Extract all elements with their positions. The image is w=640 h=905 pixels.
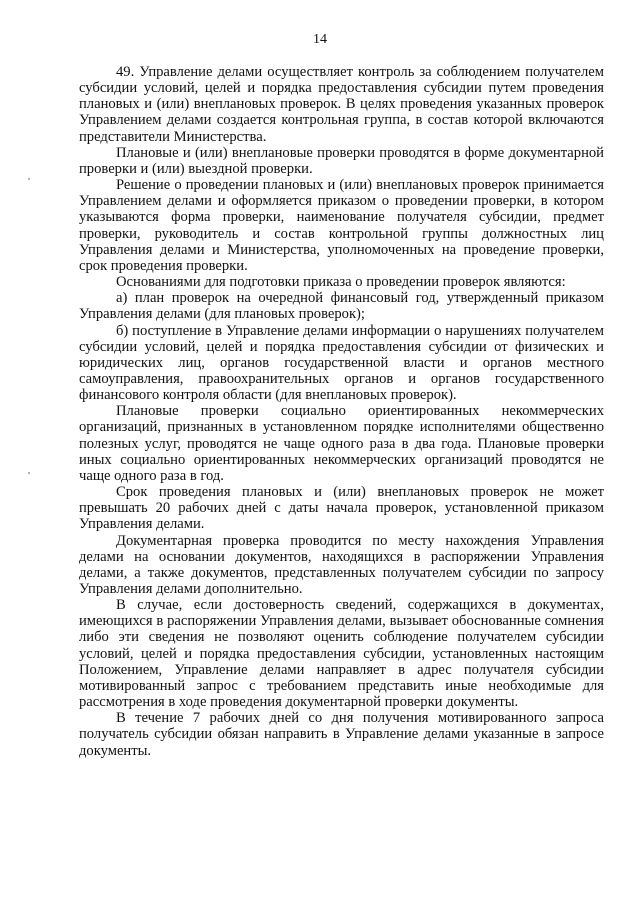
- page-number: 14: [313, 32, 327, 47]
- paragraph-inspection-decision: Решение о проведении плановых и (или) внеплановых проверок принимается Управлением делами и оформляется приказом о проведении проверки, в котором указываются форма проверки, наименование получателя субсидии, предмет проверки, руководитель и состав контрольной группы должностных лиц Управления делами и Министерства, уполномоченных на проведение проверки, срок проведения проверки.: [79, 177, 604, 274]
- paragraph-document-deadline: В течение 7 рабочих дней со дня получения мотивированного запроса получатель субсидии обязан направить в Управление делами указанные в запросе документы.: [79, 710, 604, 759]
- paragraph-reasoned-request: В случае, если достоверность сведений, содержащихся в документах, имеющихся в распоряжении Управления делами, вызывает обоснованные сомнения либо эти сведения не позволяют оценить соблюдение получателем субсидии условий, целей и порядка предоставления субсидии, установленных настоящим Положением, Управление делами направляет в адрес получателя субсидии мотивированный запрос с требованием представить иные необходимые для рассмотрения в ходе проведения документарной проверки документы.: [79, 597, 604, 711]
- paragraph-documentary-inspection: Документарная проверка проводится по месту нахождения Управления делами на основании документов, находящихся в распоряжении Управления делами, а также документов, представленных получателем субсидии по запросу Управления делами дополнительно.: [79, 532, 604, 597]
- paragraph-ground-a: а) план проверок на очередной финансовый год, утвержденный приказом Управления делами (для плановых проверок);: [79, 290, 604, 323]
- paragraph-ground-b: б) поступление в Управление делами информации о нарушениях получателем субсидии условий, целей и порядка предоставления субсидии от физических и юридических лиц, органов государственной власти и органов местного самоуправления, правоохранительных органов и органов государственного финансового контроля области (для внеплановых проверок).: [79, 322, 604, 404]
- scan-speck: [28, 178, 30, 180]
- scan-speck: [28, 472, 30, 474]
- paragraph-inspection-duration: Срок проведения плановых и (или) внеплановых проверок не может превышать 20 рабочих дней с даты начала проверок, установленной приказом Управления делами.: [79, 484, 604, 533]
- paragraph-inspection-forms: Плановые и (или) внеплановые проверки проводятся в форме документарной проверки и (или) выездной проверки.: [79, 144, 604, 177]
- paragraph-grounds-intro: Основаниями для подготовки приказа о проведении проверок являются:: [116, 274, 566, 291]
- paragraph-inspection-frequency: Плановые проверки социально ориентированных некоммерческих организаций, признанных в установленном порядке исполнителями общественно полезных услуг, проводятся не чаще одного раза в два года. Плановые проверки иных социально ориентированных некоммерческих организаций проводятся не чаще одного раза в год.: [79, 403, 604, 484]
- paragraph-item-49: 49. Управление делами осуществляет контроль за соблюдением получателем субсидии условий, целей и порядка предоставления субсидии путем проведения плановых и (или) внеплановых проверок. В целях проведения указанных проверок Управлением делами создается контрольная группа, в состав которой включаются представители Министерства.: [79, 64, 604, 145]
- document-body: [79, 64, 604, 759]
